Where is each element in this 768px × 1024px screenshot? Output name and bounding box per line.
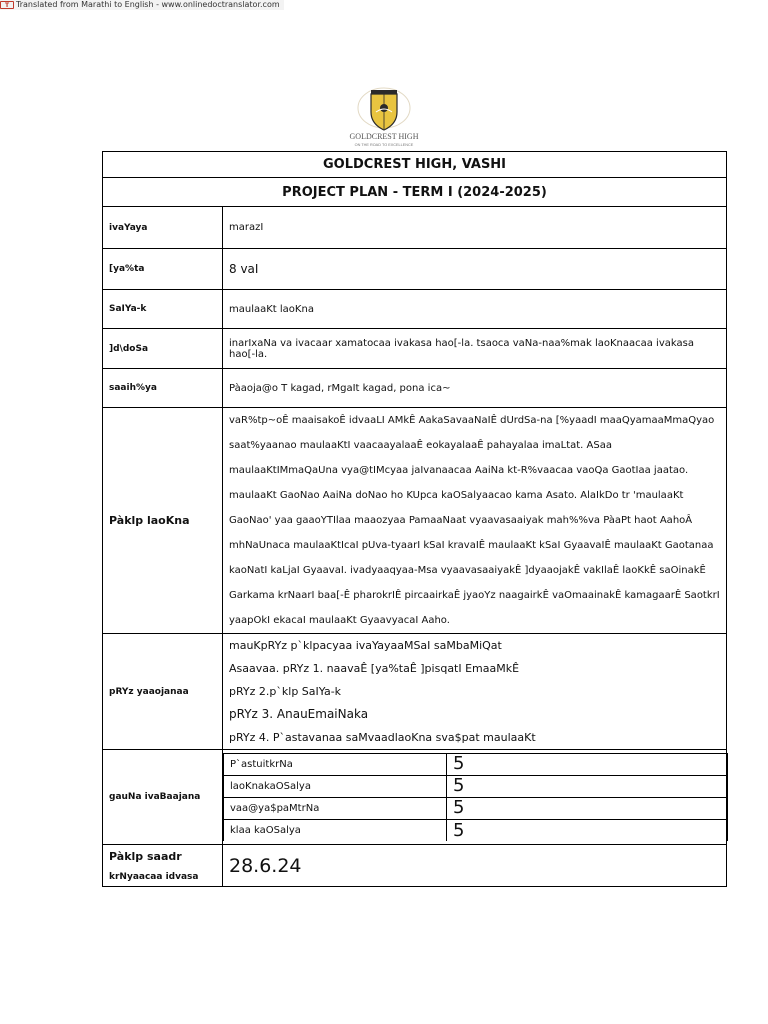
submission-row (103, 845, 727, 887)
score-cell: 5 (447, 753, 728, 775)
crest-icon (340, 86, 428, 148)
objective-value: inarIxaNa va ivacaar xamatocaa ivakasa hao[-la. tsaoca vaNa-naa%mak laoKnaacaa ivakasa hao[-la. (223, 329, 727, 369)
school-title: GOLDCREST HIGH, VASHI (103, 152, 727, 178)
svg-text:ON THE ROAD TO EXCELLENCE: ON THE ROAD TO EXCELLENCE (354, 143, 414, 147)
submission-label-line1: Pàklp saadr (109, 849, 182, 863)
standard-label: [ya%ta (103, 249, 223, 290)
writing-row (103, 408, 727, 634)
standard-row (103, 249, 727, 290)
evaluation-item (224, 775, 728, 797)
svg-text:GOLDCREST HIGH: GOLDCREST HIGH (349, 132, 419, 141)
skill-label: SaIYa-k (103, 290, 223, 329)
translation-banner[interactable] (0, 0, 284, 10)
evaluation-item (224, 797, 728, 819)
banner-text: Translated from Marathi to English - www.onlinedoctranslator.com (16, 0, 280, 9)
criterion-cell: P`astuitkrNa (224, 753, 447, 775)
page-plan-line: Asaavaa. pRYz 1. naavaÊ [ya%taÊ ]pisqatI EmaaMkÊ (229, 662, 520, 675)
evaluation-item (224, 819, 728, 841)
page-plan-line: pRYz 2.p`klp SaIYa-k (229, 685, 342, 698)
skill-value: maulaaKt laoKna (223, 290, 727, 329)
page-plan-label: pRYz yaaojanaa (103, 634, 223, 750)
criterion-cell: klaa kaOSalya (224, 819, 447, 841)
evaluation-item (224, 753, 728, 775)
score-cell: 5 (447, 775, 728, 797)
plan-title: PROJECT PLAN - TERM I (2024-2025) (103, 178, 727, 207)
objective-row (103, 329, 727, 369)
skill-row (103, 290, 727, 329)
writing-label: Pàklp laoKna (103, 408, 223, 634)
materials-label: saaih%ya (103, 369, 223, 408)
subject-label: ivaYaya (103, 207, 223, 249)
page-plan-line: mauKpRYz p`klpacyaa ivaYayaaMSaI saMbaMiQat (229, 639, 502, 652)
school-logo (340, 86, 428, 148)
materials-row (103, 369, 727, 408)
page-plan-row (103, 634, 727, 750)
pdf-translate-icon: T (0, 1, 14, 9)
evaluation-grid (223, 750, 727, 845)
materials-value: Pàaoja@o T kagad, rMgaIt kagad, pona ica~ (223, 369, 727, 408)
subject-value: marazI (223, 207, 727, 249)
score-cell: 5 (447, 819, 728, 841)
project-plan-table (102, 151, 727, 887)
submission-label-line2: krNyaacaa idvasa (109, 871, 199, 882)
score-cell: 5 (447, 797, 728, 819)
page-plan-line: pRYz 3. AnauEmaiNaka (229, 707, 369, 721)
submission-label (103, 845, 223, 887)
evaluation-label: gauNa ivaBaajana (103, 750, 223, 845)
page-plan-line: pRYz 4. P`astavanaa saMvaadlaoKna sva$pat maulaaKt (229, 731, 536, 744)
evaluation-table (223, 753, 728, 842)
criterion-cell: laoKnakaOSalya (224, 775, 447, 797)
writing-paragraph: vaR%tp~oÊ maaisakoÊ idvaaLI AMkÊ AakaSavaaNaIÊ dUrdSa-na [%yaadI maaQyamaaMmaQyao saat%yaanao maulaaKtI vaacaayalaaÊ eokayalaaÊ pahayalaa imaLtat. ASaa maulaaKtIMmaQaUna vya@tIMcyaa jaIvanaacaa AaiNa kt-R%vaacaa vaoQa GaotIaa jaatao. maulaaKt GaoNao AaiNa doNao ho KUpca kaOSalyaacao kama Asato. AlaIkDo tr 'maulaaKt GaoNao' yaa gaaoYTIlaa maaozyaa PamaaNaat vyaavasaaiyak mah%%va PàaPt haot AahoÂ mhNaUnaca maulaaKtIcaI pUva-tyaarI kSaI kravaIÊ maulaaKt kSaI GyaavaIÊ maulaaKt Gaotanaa kaoNatI kaLjaI GyaavaI. ivadyaaqyaa-Msa vyaavasaaiyakÊ ]dyaaojakÊ vakIlaÊ laoKkÊ saOinakÊ Garkama krNaarI baa[-Ê pharokrIÊ pircaairkaÊ jyaoYz naagairkÊ vaOmaainakÊ kamagaarÊ SaotkrI yaapOkI ekacaI maulaaKt GyaavyacaI Aaho. (223, 408, 727, 634)
subject-row (103, 207, 727, 249)
submission-date: 28.6.24 (223, 845, 727, 887)
objective-label: ]d\doSa (103, 329, 223, 369)
page-plan-list (223, 634, 727, 750)
evaluation-row (103, 750, 727, 845)
criterion-cell: vaa@ya$paMtrNa (224, 797, 447, 819)
standard-value: 8 vaI (223, 249, 727, 290)
